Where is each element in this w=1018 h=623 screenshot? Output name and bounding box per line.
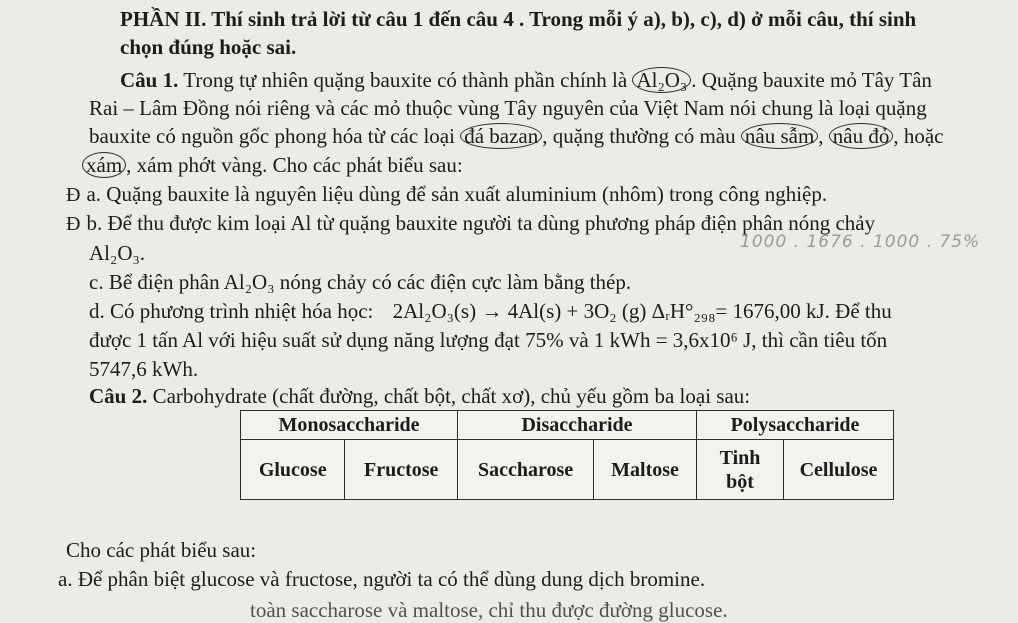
q1-intro-b: . Quặng bauxite mỏ Tây Tân [691, 68, 932, 92]
q1-statement-d-line-3: 5747,6 kWh. [89, 357, 199, 381]
q1-circled-nau-sam: nâu sẫm [741, 123, 818, 149]
q1-equation: 2Al₂O₃(s) → 4Al(s) + 3O₂ (g) ΔᵣH°₂₉₈= 1676,00 kJ. Để thu [392, 299, 892, 323]
table-cell-cellulose: Cellulose [784, 440, 894, 500]
q1-statement-d [89, 298, 892, 324]
q1-line-4 [82, 152, 463, 178]
q1-line-2: Rai – Lâm Đồng nói riêng và các mỏ thuộc vùng Tây nguyên của Việt Nam nói chung là loại quặng [89, 96, 927, 120]
table-cell-saccharose: Saccharose [458, 440, 594, 500]
handwritten-calculation: 1000 . 1676 . 1000 . 75% [740, 232, 981, 252]
handwritten-d-mark-icon: Đ [66, 213, 81, 235]
q1-statement-c: c. Bể điện phân Al₂O₃ nóng chảy có các điện cực làm bằng thép. [89, 270, 632, 294]
q1-line-3-d: , hoặc [893, 124, 944, 148]
q1-line-4-rest: , xám phớt vàng. Cho các phát biểu sau: [126, 153, 463, 177]
table-cell-fructose: Fructose [345, 440, 458, 500]
q1-circled-nau-do: nâu đỏ [829, 123, 894, 149]
table-row [241, 440, 894, 500]
q2-statement-b-partial: toàn saccharose và maltose, chỉ thu được đường glucose. [250, 598, 728, 622]
q1-line-1 [120, 67, 932, 93]
q1-circled-da-bazan: đá bazan [460, 123, 542, 149]
q1-circled-xam: xám [82, 152, 126, 178]
table-header-disaccharide: Disaccharide [458, 411, 697, 440]
q1-line-3-a: bauxite có nguồn gốc phong hóa từ các loại [89, 124, 455, 148]
table-header-polysaccharide: Polysaccharide [697, 411, 894, 440]
q1-intro-a: Trong tự nhiên quặng bauxite có thành phần chính là [183, 68, 628, 92]
q1-label: Câu 1. [120, 68, 179, 92]
section-header-continued: chọn đúng hoặc sai. [120, 35, 297, 59]
q1-statement-b-formula: Al₂O₃. [89, 241, 146, 265]
table-cell-tinh-bot: Tinh bột [697, 440, 784, 500]
q2-intro: Carbohydrate (chất đường, chất bột, chất xơ), chủ yếu gồm ba loại sau: [152, 384, 751, 408]
q1-statement-d-line-2: được 1 tấn Al với hiệu suất sử dụng năng lượng đạt 75% và 1 kWh = 3,6x10⁶ J, thì cần tiêu tốn [89, 328, 888, 352]
section-header: PHẦN II. Thí sinh trả lời từ câu 1 đến câu 4 . Trong mỗi ý a), b), c), d) ở mỗi câu, thí sinh [120, 7, 917, 31]
q1-statement-a [66, 181, 827, 208]
table-cell-maltose: Maltose [594, 440, 697, 500]
q1-line-3-c: , [818, 124, 824, 148]
carbohydrate-table [240, 410, 894, 500]
table-header-monosaccharide: Monosaccharide [241, 411, 458, 440]
q2-statements-intro: Cho các phát biểu sau: [66, 538, 257, 562]
table-cell-glucose: Glucose [241, 440, 345, 500]
q1-line-3 [89, 123, 944, 149]
q1-statement-d-a: d. Có phương trình nhiệt hóa học: [89, 299, 374, 323]
q2-label: Câu 2. [89, 384, 148, 408]
q1-line-3-b: , quặng thường có màu [542, 124, 736, 148]
q1-statement-b-text: b. Để thu được kim loại Al từ quặng bauxite người ta dùng phương pháp điện phân nóng chảy [86, 211, 876, 235]
q1-statement-a-text: a. Quặng bauxite là nguyên liệu dùng để sản xuất aluminium (nhôm) trong công nghiệp. [86, 182, 828, 206]
table-header-row [241, 411, 894, 440]
q2-line-1 [89, 383, 750, 409]
handwritten-d-mark-icon: Đ [66, 184, 81, 206]
q2-statement-a: a. Để phân biệt glucose và fructose, người ta có thể dùng dung dịch bromine. [58, 567, 706, 591]
q1-formula-circled: Al₂O₃ [632, 67, 691, 93]
